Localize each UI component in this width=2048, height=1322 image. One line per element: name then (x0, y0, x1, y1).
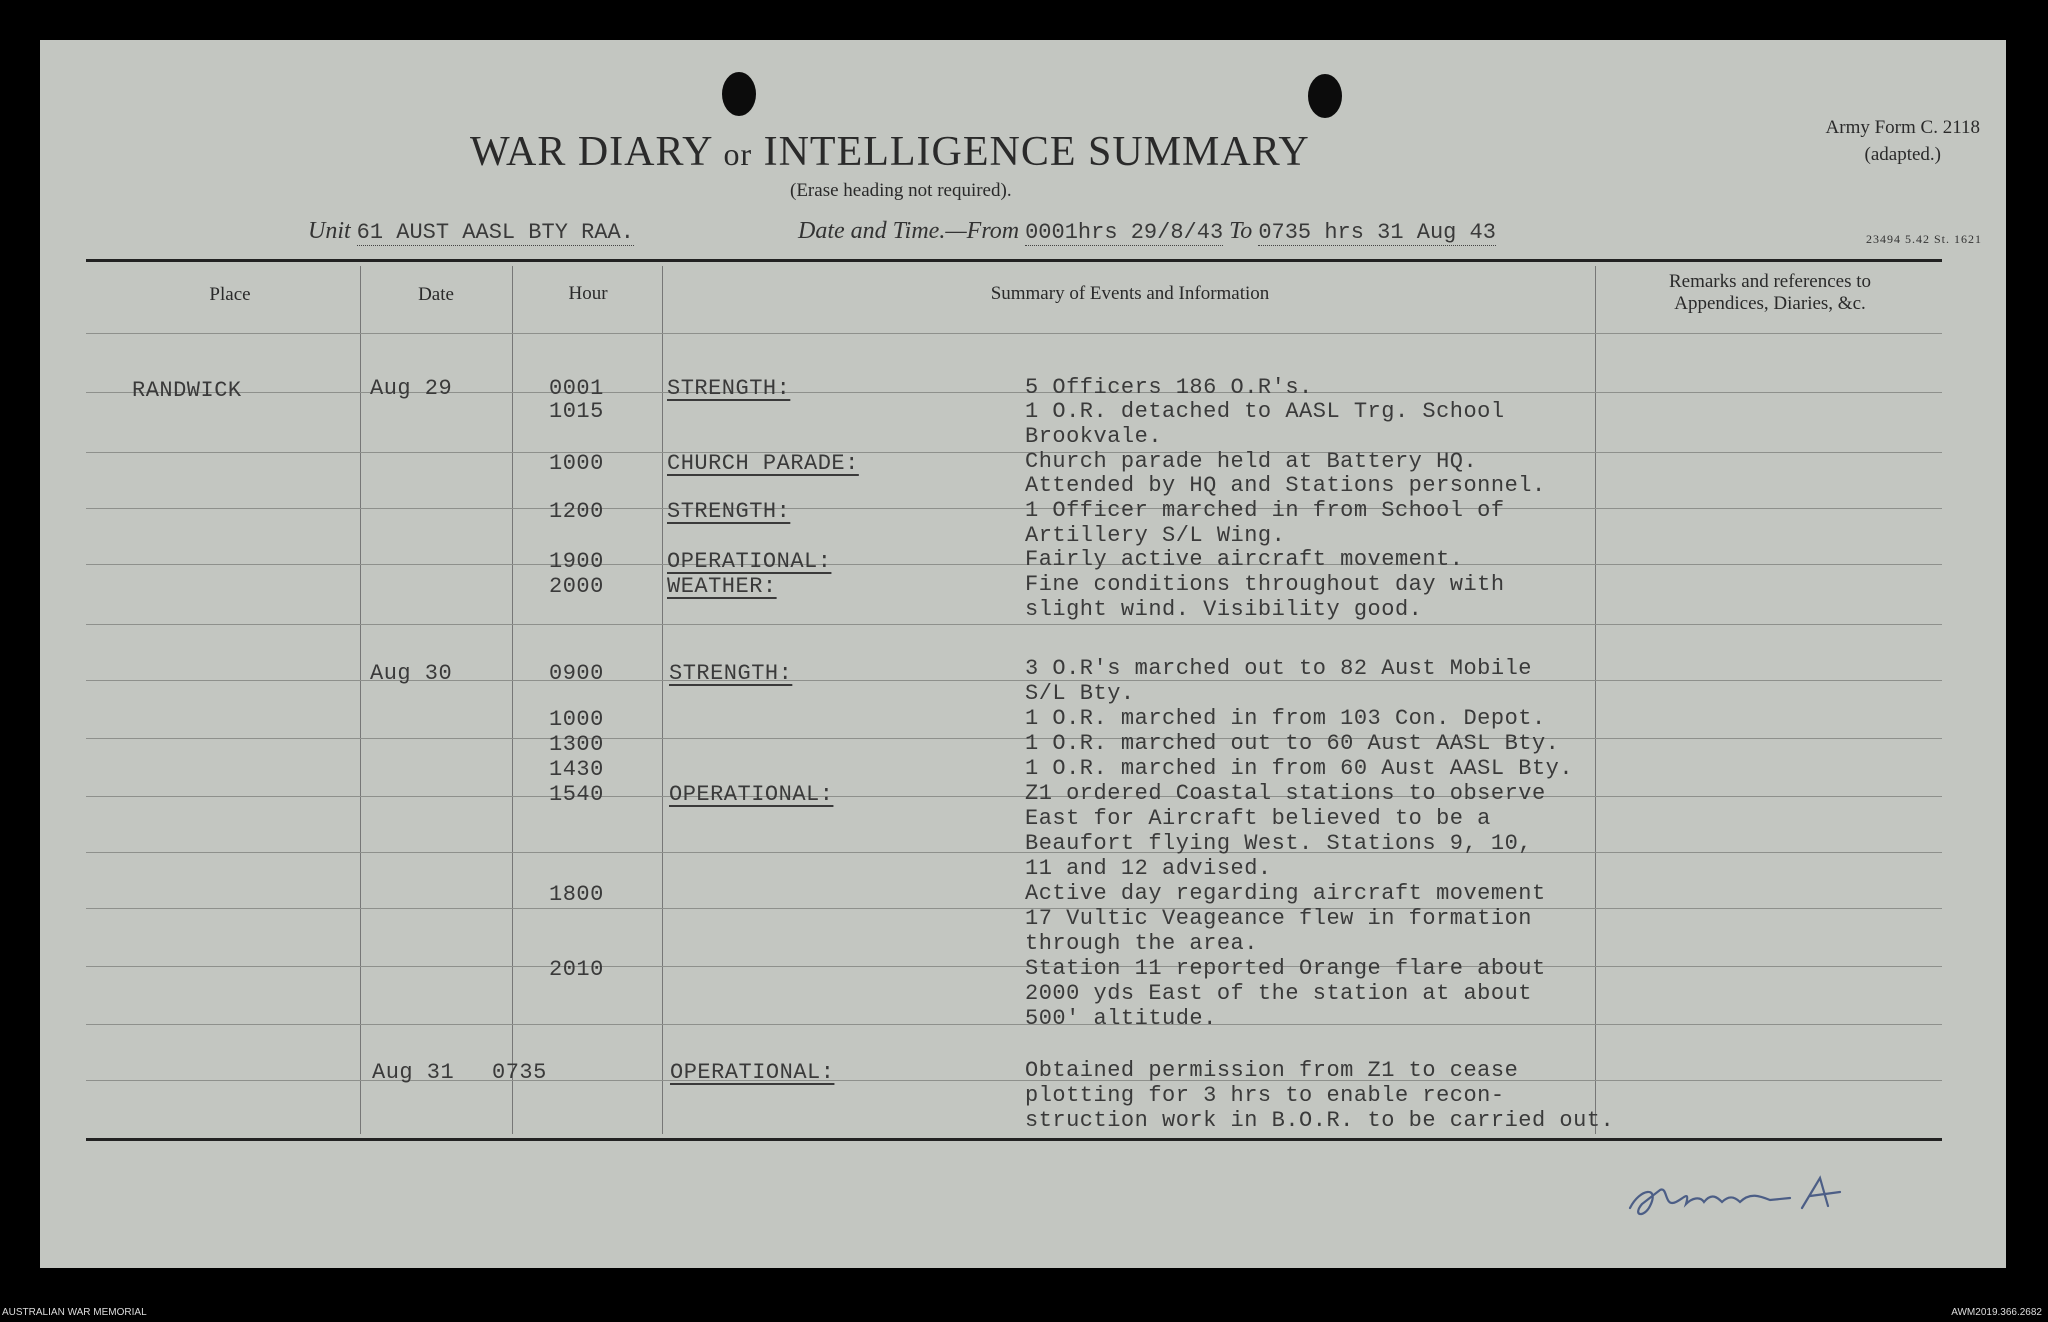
date-time-field: Date and Time.—From 0001hrs 29/8/43 To 0735 hrs 31 Aug 43 (798, 218, 1496, 245)
event-text: 17 Vultic Veageance flew in formation (1025, 906, 1532, 931)
event-text: 5 Officers 186 O.R's. (1025, 375, 1313, 400)
column-divider (512, 266, 513, 1134)
hour-cell: 1300 (549, 732, 604, 757)
table-top-rule (86, 259, 1942, 262)
footer-right: AWM2019.366.2682 (1951, 1307, 2042, 1318)
row-line (86, 680, 1942, 681)
event-text: 2000 yds East of the station at about (1025, 981, 1532, 1006)
hour-cell: 1015 (549, 399, 604, 424)
punch-hole (722, 72, 756, 116)
row-line (86, 564, 1942, 565)
row-line (86, 624, 1942, 625)
footer-left: AUSTRALIAN WAR MEMORIAL (2, 1307, 147, 1318)
row-line (86, 852, 1942, 853)
category-label: OPERATIONAL: (667, 549, 832, 574)
handwritten-signature (1620, 1168, 1880, 1228)
row-line (86, 333, 1942, 334)
to-value: 0735 hrs 31 Aug 43 (1258, 220, 1496, 245)
column-divider (1595, 266, 1596, 1134)
event-text: Church parade held at Battery HQ. (1025, 449, 1478, 474)
hour-cell: 1430 (549, 757, 604, 782)
event-text: 1 O.R. detached to AASL Trg. School (1025, 399, 1505, 424)
row-line (86, 1080, 1942, 1081)
from-value: 0001hrs 29/8/43 (1025, 220, 1224, 245)
row-line (86, 738, 1942, 739)
event-text: S/L Bty. (1025, 681, 1135, 706)
row-line (86, 908, 1942, 909)
category-label: STRENGTH: (669, 661, 793, 686)
event-text: Fairly active aircraft movement. (1025, 547, 1464, 572)
event-text: 1 O.R. marched out to 60 Aust AASL Bty. (1025, 731, 1560, 756)
event-text: Fine conditions throughout day with (1025, 572, 1505, 597)
date-cell: Aug 29 (370, 376, 453, 401)
table-bottom-rule (86, 1138, 1942, 1141)
hour-cell: 1000 (549, 451, 604, 476)
place-cell: RANDWICK (132, 378, 242, 403)
category-label: CHURCH PARADE: (667, 451, 859, 476)
event-text: Obtained permission from Z1 to cease (1025, 1058, 1519, 1083)
page-title: WAR DIARY or INTELLIGENCE SUMMARY (470, 129, 1310, 175)
column-divider (662, 266, 663, 1134)
hour-cell: 2000 (549, 574, 604, 599)
header-summary: Summary of Events and Information (990, 283, 1270, 304)
event-text: struction work in B.O.R. to be carried out. (1025, 1108, 1615, 1133)
form-reference: Army Form C. 2118 (adapted.) (1825, 117, 1980, 165)
category-label: WEATHER: (667, 574, 777, 599)
unit-value: 61 AUST AASL BTY RAA. (356, 220, 634, 245)
event-text: through the area. (1025, 931, 1258, 956)
row-line (86, 966, 1942, 967)
row-line (86, 508, 1942, 509)
event-text: Beaufort flying West. Stations 9, 10, (1025, 831, 1532, 856)
event-text: Attended by HQ and Stations personnel. (1025, 473, 1546, 498)
row-line (86, 796, 1942, 797)
header-hour: Hour (568, 283, 608, 304)
event-text: plotting for 3 hrs to enable recon- (1025, 1083, 1505, 1108)
category-label: STRENGTH: (667, 499, 791, 524)
event-text: 500' altitude. (1025, 1006, 1217, 1031)
row-line (86, 1024, 1942, 1025)
header-place: Place (209, 284, 251, 305)
hour-cell: 0735 (492, 1060, 547, 1085)
unit-field: Unit 61 AUST AASL BTY RAA. (308, 218, 634, 245)
page-subtitle: (Erase heading not required). (790, 180, 1012, 201)
header-date: Date (418, 284, 454, 305)
hour-cell: 1540 (549, 782, 604, 807)
date-cell: Aug 31 (372, 1060, 455, 1085)
hour-cell: 0001 (549, 376, 604, 401)
event-text: 3 O.R's marched out to 82 Aust Mobile (1025, 656, 1532, 681)
header-remarks: Remarks and references to Appendices, Diaries, &c. (1668, 271, 1872, 314)
event-text: Z1 ordered Coastal stations to observe (1025, 781, 1546, 806)
event-text: 1 Officer marched in from School of (1025, 498, 1505, 523)
column-divider (360, 266, 361, 1134)
category-label: OPERATIONAL: (669, 782, 834, 807)
hour-cell: 2010 (549, 957, 604, 982)
event-text: slight wind. Visibility good. (1025, 597, 1423, 622)
category-label: OPERATIONAL: (670, 1060, 835, 1085)
hour-cell: 1800 (549, 882, 604, 907)
date-cell: Aug 30 (370, 661, 453, 686)
category-label: STRENGTH: (667, 376, 791, 401)
row-line (86, 392, 1942, 393)
event-text: Station 11 reported Orange flare about (1025, 956, 1546, 981)
event-text: Brookvale. (1025, 424, 1163, 449)
row-line (86, 452, 1942, 453)
punch-hole (1308, 74, 1342, 118)
event-text: Active day regarding aircraft movement (1025, 881, 1546, 906)
print-reference: 23494 5.42 St. 1621 (1865, 232, 1982, 246)
hour-cell: 1000 (549, 707, 604, 732)
event-text: East for Aircraft believed to be a (1025, 806, 1491, 831)
hour-cell: 1900 (549, 549, 604, 574)
event-text: Artillery S/L Wing. (1025, 523, 1286, 548)
event-text: 1 O.R. marched in from 103 Con. Depot. (1025, 706, 1546, 731)
event-text: 1 O.R. marched in from 60 Aust AASL Bty. (1025, 756, 1574, 781)
hour-cell: 0900 (549, 661, 604, 686)
event-text: 11 and 12 advised. (1025, 856, 1272, 881)
hour-cell: 1200 (549, 499, 604, 524)
